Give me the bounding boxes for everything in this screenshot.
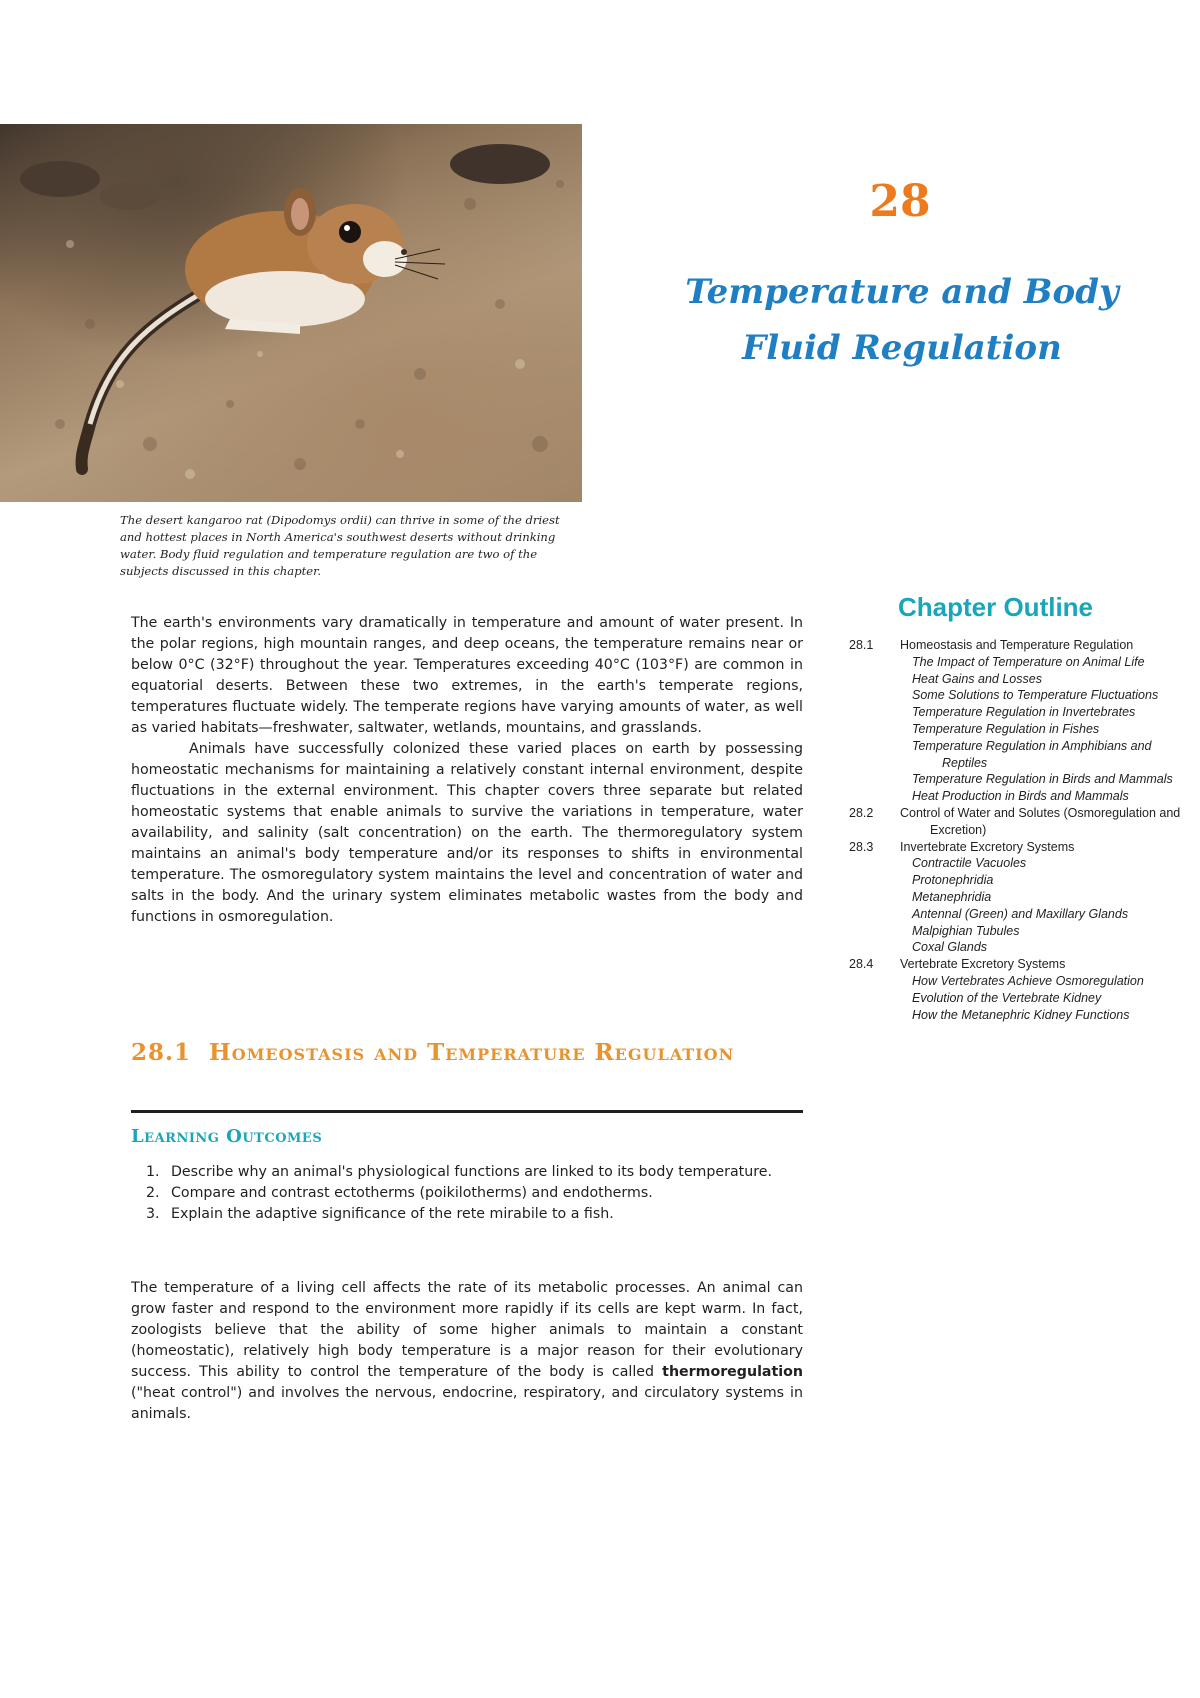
learning-outcomes-list	[131, 1162, 803, 1225]
outline-subsection-item	[849, 1007, 1194, 1024]
chapter-title-line1: Temperature and Body	[685, 272, 1119, 312]
photo-caption: The desert kangaroo rat (Dipodomys ordii) can thrive in some of the driest and hottest places in North America's southwest deserts without drinking water. Body fluid regulation and temperature regulation are two of the subjects discussed in this chapter.	[120, 513, 560, 578]
section-rule	[131, 1110, 803, 1113]
section-heading	[131, 1036, 803, 1070]
outline-section-item	[849, 839, 1194, 856]
outline-item-text: Malpighian Tubules	[912, 923, 1020, 938]
outline-section-number: 28.4	[849, 957, 874, 972]
outline-subsection-item	[849, 771, 1194, 788]
outline-item-text: How the Metanephric Kidney Functions	[912, 1007, 1130, 1022]
section-number: 28.1	[131, 1039, 192, 1066]
outcome-number: 1.	[146, 1164, 160, 1180]
chapter-photo	[0, 124, 582, 502]
outline-section-number: 28.1	[849, 638, 874, 652]
outcome-text: Compare and contrast ectotherms (poikilotherms) and endotherms.	[171, 1185, 653, 1201]
kangaroo-rat-illustration	[0, 124, 582, 502]
outline-item-text: Invertebrate Excretory Systems	[900, 839, 1075, 854]
key-term: thermoregulation	[662, 1364, 803, 1380]
chapter-outline-heading: Chapter Outline	[898, 592, 1094, 622]
outline-item-text: Evolution of the Vertebrate Kidney	[912, 990, 1102, 1005]
outline-section-item	[849, 637, 1194, 654]
outcome-number: 3.	[146, 1206, 160, 1222]
section-body-paragraph	[131, 1278, 803, 1425]
outline-subsection-item	[849, 738, 1194, 772]
outline-item-text: Metanephridia	[912, 889, 992, 904]
intro-paragraph-2: Animals have successfully colonized these varied places on earth by possessing homeostatic mechanisms for maintaining a relatively constant internal environment, despite fluctuations in the external environment. This chapter covers three separate but related homeostatic systems that enable animals to survive the variations in temperature, water availability, and salinity (salt concentration) on the earth. The thermoregulatory system maintains an animal's body temperature and/or its responses to shifts in environmental temperature. The osmoregulatory system maintains the level and concentration of water and salts in the body. And the urinary system eliminates metabolic wastes from the body and functions in osmoregulation.	[131, 741, 803, 925]
outline-subsection-item	[849, 889, 1194, 906]
outline-item-text: Coxal Glands	[912, 940, 988, 955]
outline-item-text: Vertebrate Excretory Systems	[900, 957, 1066, 972]
outline-subsection-item	[849, 654, 1194, 671]
outline-subsection-item	[849, 990, 1194, 1007]
chapter-title-line2: Fluid Regulation	[742, 328, 1062, 368]
outline-subsection-item	[849, 671, 1194, 688]
outline-subsection-item	[849, 721, 1194, 738]
body-text-before: The temperature of a living cell affects the rate of its metabolic processes. An animal can grow faster and respond to the environment more rapidly if its cells are kept warm. In fact, zoologists believe that the ability of some higher animals to maintain a constant (homeostatic), relatively high body temperature is a major reason for their evolutionary success. This ability to control the temperature of the body is called	[131, 1280, 803, 1380]
learning-outcome-item	[131, 1204, 803, 1225]
learning-outcome-item	[131, 1162, 803, 1183]
outline-subsection-item	[849, 939, 1194, 956]
outline-subsection-item	[849, 906, 1194, 923]
outline-subsection-item	[849, 687, 1194, 704]
outline-subsection-item	[849, 704, 1194, 721]
outline-item-text: Temperature Regulation in Invertebrates	[912, 705, 1136, 720]
outline-item-text: Homeostasis and Temperature Regulation	[900, 638, 1134, 652]
learning-outcomes-heading: Learning Outcomes	[131, 1126, 323, 1147]
outline-item-text: Protonephridia	[912, 873, 994, 888]
chapter-number: 28	[869, 176, 931, 227]
chapter-title	[612, 264, 1192, 376]
outline-item-text: Heat Production in Birds and Mammals	[912, 789, 1129, 804]
body-text-after: ("heat control") and involves the nervous, endocrine, respiratory, and circulatory systems in animals.	[131, 1385, 803, 1422]
outline-section-item	[849, 805, 1194, 839]
outline-item-text: Heat Gains and Losses	[912, 671, 1042, 686]
outline-item-text: Temperature Regulation in Birds and Mammals	[912, 772, 1173, 787]
outline-section-number: 28.3	[849, 839, 874, 854]
outline-item-text: Control of Water and Solutes (Osmoregulation and Excretion)	[900, 805, 1181, 837]
outcome-text: Explain the adaptive significance of the rete mirabile to a fish.	[171, 1206, 614, 1222]
outcome-text: Describe why an animal's physiological functions are linked to its body temperature.	[171, 1164, 772, 1180]
outline-item-text: Temperature Regulation in Amphibians and Reptiles	[912, 738, 1152, 770]
intro-text	[131, 613, 803, 928]
intro-paragraph-1: The earth's environments vary dramatically in temperature and amount of water present. In the polar regions, high mountain ranges, and deep oceans, the temperature remains near or below 0°C (32°F) throughout the year. Temperatures exceeding 40°C (103°F) are common in equatorial deserts. Between these two extremes, in the earth's temperate regions, temperatures fluctuate widely. The temperate regions have varying amounts of water, as well as varied habitats—freshwater, saltwater, wetlands, mountains, and grasslands.	[131, 615, 803, 736]
chapter-outline-list	[849, 637, 1194, 1023]
learning-outcome-item	[131, 1183, 803, 1204]
outline-subsection-item	[849, 855, 1194, 872]
section-title: Homeostasis and Temperature Regulation	[209, 1039, 735, 1066]
outline-item-text: Contractile Vacuoles	[912, 856, 1027, 871]
outline-section-item	[849, 956, 1194, 973]
outline-section-number: 28.2	[849, 805, 874, 820]
outline-item-text: Antennal (Green) and Maxillary Glands	[912, 906, 1129, 921]
outline-item-text: How Vertebrates Achieve Osmoregulation	[912, 973, 1144, 988]
outcome-number: 2.	[146, 1185, 160, 1201]
outline-item-text: The Impact of Temperature on Animal Life	[912, 654, 1145, 669]
outline-subsection-item	[849, 788, 1194, 805]
outline-subsection-item	[849, 973, 1194, 990]
outline-subsection-item	[849, 923, 1194, 940]
outline-subsection-item	[849, 872, 1194, 889]
outline-item-text: Temperature Regulation in Fishes	[912, 721, 1100, 736]
outline-item-text: Some Solutions to Temperature Fluctuations	[912, 688, 1159, 703]
